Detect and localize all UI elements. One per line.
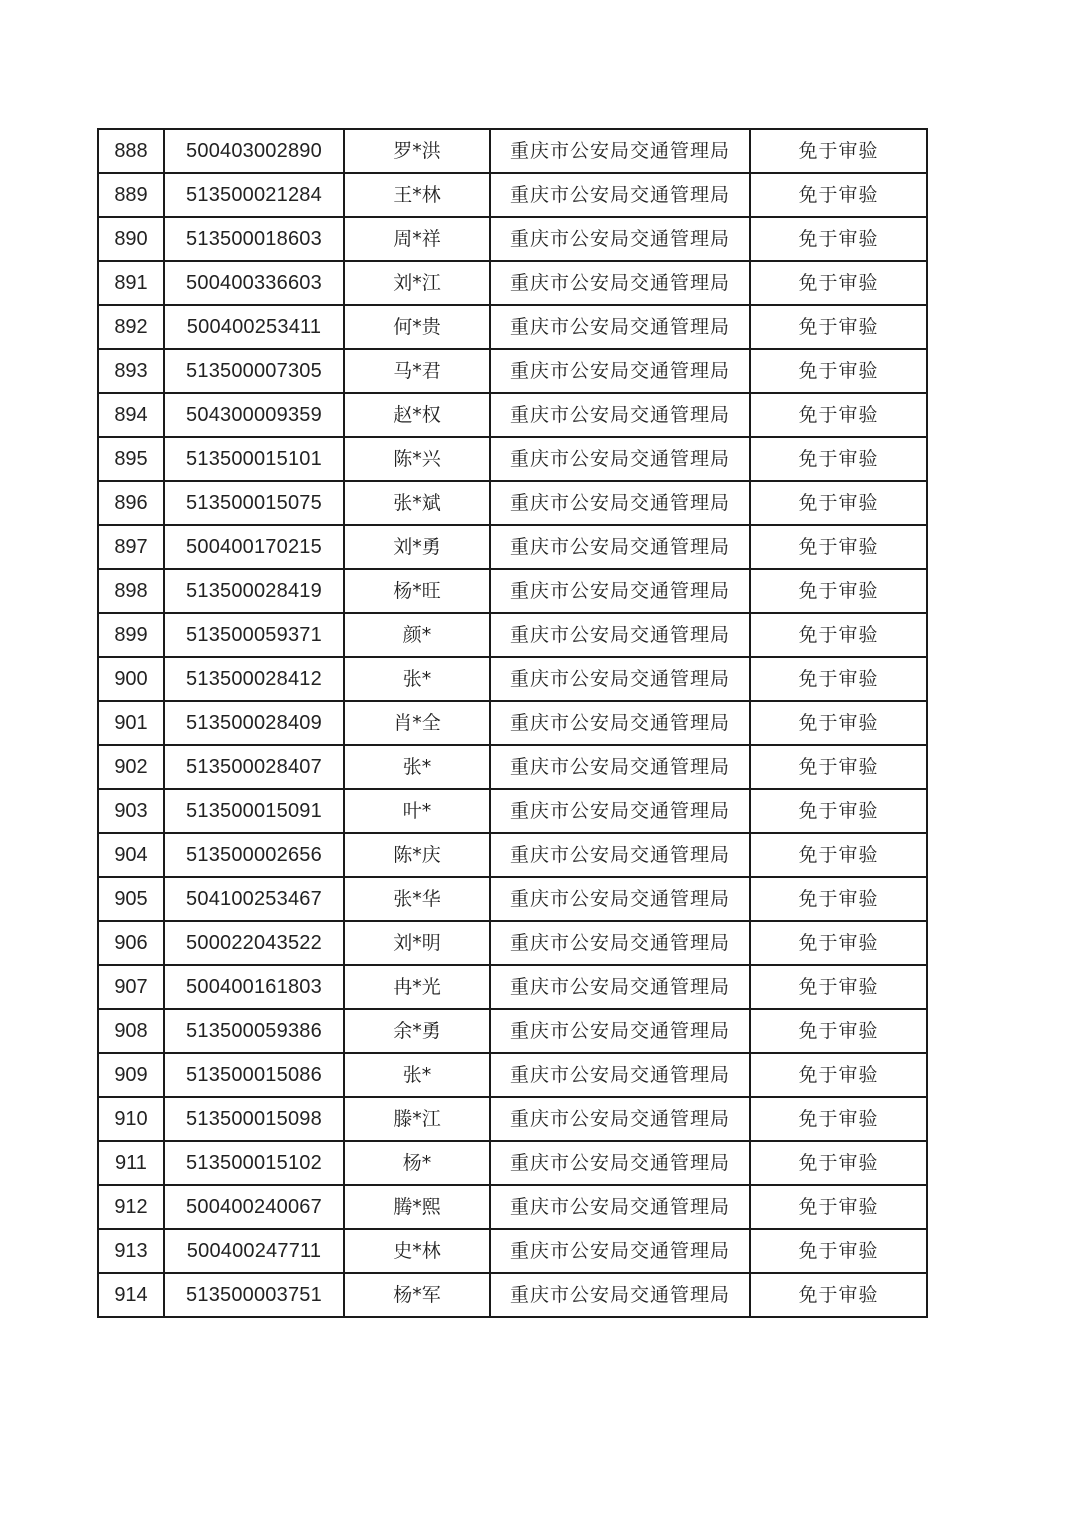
authority-cell: 重庆市公安局交通管理局: [490, 525, 750, 569]
id-number-cell: 513500021284: [164, 173, 344, 217]
table-row: [98, 481, 927, 525]
id-number-cell: 513500015098: [164, 1097, 344, 1141]
status-cell: 免于审验: [750, 525, 927, 569]
id-number-cell: 513500007305: [164, 349, 344, 393]
authority-cell: 重庆市公安局交通管理局: [490, 1185, 750, 1229]
status-cell: 免于审验: [750, 305, 927, 349]
row-number-cell: 904: [98, 833, 164, 877]
id-number-cell: 513500028419: [164, 569, 344, 613]
row-number-cell: 909: [98, 1053, 164, 1097]
authority-cell: 重庆市公安局交通管理局: [490, 1141, 750, 1185]
person-name-cell: 张*: [344, 1053, 490, 1097]
id-number-cell: 500400161803: [164, 965, 344, 1009]
authority-cell: 重庆市公安局交通管理局: [490, 349, 750, 393]
id-number-cell: 513500059386: [164, 1009, 344, 1053]
status-cell: 免于审验: [750, 965, 927, 1009]
table-row: [98, 613, 927, 657]
status-cell: 免于审验: [750, 701, 927, 745]
authority-cell: 重庆市公安局交通管理局: [490, 481, 750, 525]
row-number-cell: 899: [98, 613, 164, 657]
row-number-cell: 897: [98, 525, 164, 569]
authority-cell: 重庆市公安局交通管理局: [490, 305, 750, 349]
authority-cell: 重庆市公安局交通管理局: [490, 789, 750, 833]
table-row: [98, 173, 927, 217]
id-number-cell: 513500015086: [164, 1053, 344, 1097]
person-name-cell: 马*君: [344, 349, 490, 393]
id-number-cell: 504100253467: [164, 877, 344, 921]
table-row: [98, 1009, 927, 1053]
id-number-cell: 500400170215: [164, 525, 344, 569]
id-number-cell: 513500015102: [164, 1141, 344, 1185]
row-number-cell: 903: [98, 789, 164, 833]
table-row: [98, 569, 927, 613]
status-cell: 免于审验: [750, 261, 927, 305]
row-number-cell: 912: [98, 1185, 164, 1229]
status-cell: 免于审验: [750, 745, 927, 789]
person-name-cell: 杨*旺: [344, 569, 490, 613]
status-cell: 免于审验: [750, 1009, 927, 1053]
authority-cell: 重庆市公安局交通管理局: [490, 745, 750, 789]
person-name-cell: 肖*全: [344, 701, 490, 745]
person-name-cell: 陈*庆: [344, 833, 490, 877]
table-row: [98, 1053, 927, 1097]
status-cell: 免于审验: [750, 1053, 927, 1097]
table-row: [98, 965, 927, 1009]
status-cell: 免于审验: [750, 393, 927, 437]
record-table-body: [98, 129, 927, 1317]
row-number-cell: 905: [98, 877, 164, 921]
row-number-cell: 911: [98, 1141, 164, 1185]
table-row: [98, 1185, 927, 1229]
person-name-cell: 杨*军: [344, 1273, 490, 1317]
table-row: [98, 393, 927, 437]
person-name-cell: 刘*勇: [344, 525, 490, 569]
authority-cell: 重庆市公安局交通管理局: [490, 965, 750, 1009]
row-number-cell: 895: [98, 437, 164, 481]
table-row: [98, 921, 927, 965]
person-name-cell: 周*祥: [344, 217, 490, 261]
person-name-cell: 滕*江: [344, 1097, 490, 1141]
table-row: [98, 745, 927, 789]
record-table: [97, 128, 928, 1318]
id-number-cell: 500400336603: [164, 261, 344, 305]
person-name-cell: 颜*: [344, 613, 490, 657]
row-number-cell: 894: [98, 393, 164, 437]
row-number-cell: 910: [98, 1097, 164, 1141]
person-name-cell: 罗*洪: [344, 129, 490, 173]
authority-cell: 重庆市公安局交通管理局: [490, 657, 750, 701]
id-number-cell: 513500028412: [164, 657, 344, 701]
id-number-cell: 513500059371: [164, 613, 344, 657]
table-row: [98, 349, 927, 393]
person-name-cell: 刘*江: [344, 261, 490, 305]
status-cell: 免于审验: [750, 217, 927, 261]
status-cell: 免于审验: [750, 613, 927, 657]
status-cell: 免于审验: [750, 1097, 927, 1141]
authority-cell: 重庆市公安局交通管理局: [490, 217, 750, 261]
row-number-cell: 907: [98, 965, 164, 1009]
authority-cell: 重庆市公安局交通管理局: [490, 1053, 750, 1097]
table-row: [98, 525, 927, 569]
authority-cell: 重庆市公安局交通管理局: [490, 437, 750, 481]
status-cell: 免于审验: [750, 173, 927, 217]
row-number-cell: 890: [98, 217, 164, 261]
table-row: [98, 129, 927, 173]
table-row: [98, 877, 927, 921]
person-name-cell: 陈*兴: [344, 437, 490, 481]
status-cell: 免于审验: [750, 1185, 927, 1229]
person-name-cell: 刘*明: [344, 921, 490, 965]
status-cell: 免于审验: [750, 1229, 927, 1273]
authority-cell: 重庆市公安局交通管理局: [490, 569, 750, 613]
status-cell: 免于审验: [750, 877, 927, 921]
authority-cell: 重庆市公安局交通管理局: [490, 877, 750, 921]
authority-cell: 重庆市公安局交通管理局: [490, 393, 750, 437]
person-name-cell: 史*林: [344, 1229, 490, 1273]
authority-cell: 重庆市公安局交通管理局: [490, 613, 750, 657]
row-number-cell: 888: [98, 129, 164, 173]
id-number-cell: 513500003751: [164, 1273, 344, 1317]
row-number-cell: 893: [98, 349, 164, 393]
status-cell: 免于审验: [750, 921, 927, 965]
id-number-cell: 500400240067: [164, 1185, 344, 1229]
person-name-cell: 冉*光: [344, 965, 490, 1009]
id-number-cell: 513500002656: [164, 833, 344, 877]
status-cell: 免于审验: [750, 657, 927, 701]
row-number-cell: 906: [98, 921, 164, 965]
table-row: [98, 437, 927, 481]
id-number-cell: 513500015075: [164, 481, 344, 525]
id-number-cell: 513500018603: [164, 217, 344, 261]
row-number-cell: 908: [98, 1009, 164, 1053]
person-name-cell: 张*华: [344, 877, 490, 921]
status-cell: 免于审验: [750, 789, 927, 833]
status-cell: 免于审验: [750, 1141, 927, 1185]
status-cell: 免于审验: [750, 349, 927, 393]
status-cell: 免于审验: [750, 1273, 927, 1317]
table-row: [98, 833, 927, 877]
person-name-cell: 叶*: [344, 789, 490, 833]
id-number-cell: 513500028407: [164, 745, 344, 789]
authority-cell: 重庆市公安局交通管理局: [490, 701, 750, 745]
person-name-cell: 杨*: [344, 1141, 490, 1185]
person-name-cell: 王*林: [344, 173, 490, 217]
table-row: [98, 657, 927, 701]
id-number-cell: 513500028409: [164, 701, 344, 745]
table-row: [98, 789, 927, 833]
row-number-cell: 902: [98, 745, 164, 789]
authority-cell: 重庆市公安局交通管理局: [490, 833, 750, 877]
status-cell: 免于审验: [750, 481, 927, 525]
status-cell: 免于审验: [750, 129, 927, 173]
row-number-cell: 900: [98, 657, 164, 701]
id-number-cell: 500403002890: [164, 129, 344, 173]
person-name-cell: 何*贵: [344, 305, 490, 349]
row-number-cell: 913: [98, 1229, 164, 1273]
row-number-cell: 892: [98, 305, 164, 349]
person-name-cell: 腾*熙: [344, 1185, 490, 1229]
id-number-cell: 500400247711: [164, 1229, 344, 1273]
row-number-cell: 891: [98, 261, 164, 305]
row-number-cell: 898: [98, 569, 164, 613]
authority-cell: 重庆市公安局交通管理局: [490, 261, 750, 305]
row-number-cell: 901: [98, 701, 164, 745]
status-cell: 免于审验: [750, 833, 927, 877]
status-cell: 免于审验: [750, 437, 927, 481]
person-name-cell: 赵*权: [344, 393, 490, 437]
table-row: [98, 305, 927, 349]
id-number-cell: 513500015091: [164, 789, 344, 833]
authority-cell: 重庆市公安局交通管理局: [490, 1097, 750, 1141]
row-number-cell: 914: [98, 1273, 164, 1317]
table-row: [98, 1229, 927, 1273]
authority-cell: 重庆市公安局交通管理局: [490, 173, 750, 217]
table-row: [98, 1141, 927, 1185]
status-cell: 免于审验: [750, 569, 927, 613]
person-name-cell: 张*: [344, 745, 490, 789]
table-row: [98, 1273, 927, 1317]
id-number-cell: 500022043522: [164, 921, 344, 965]
table-row: [98, 701, 927, 745]
row-number-cell: 896: [98, 481, 164, 525]
person-name-cell: 张*斌: [344, 481, 490, 525]
authority-cell: 重庆市公安局交通管理局: [490, 1009, 750, 1053]
id-number-cell: 513500015101: [164, 437, 344, 481]
authority-cell: 重庆市公安局交通管理局: [490, 129, 750, 173]
table-row: [98, 1097, 927, 1141]
authority-cell: 重庆市公安局交通管理局: [490, 921, 750, 965]
person-name-cell: 余*勇: [344, 1009, 490, 1053]
table-row: [98, 261, 927, 305]
table-row: [98, 217, 927, 261]
authority-cell: 重庆市公安局交通管理局: [490, 1273, 750, 1317]
id-number-cell: 504300009359: [164, 393, 344, 437]
authority-cell: 重庆市公安局交通管理局: [490, 1229, 750, 1273]
row-number-cell: 889: [98, 173, 164, 217]
person-name-cell: 张*: [344, 657, 490, 701]
id-number-cell: 500400253411: [164, 305, 344, 349]
